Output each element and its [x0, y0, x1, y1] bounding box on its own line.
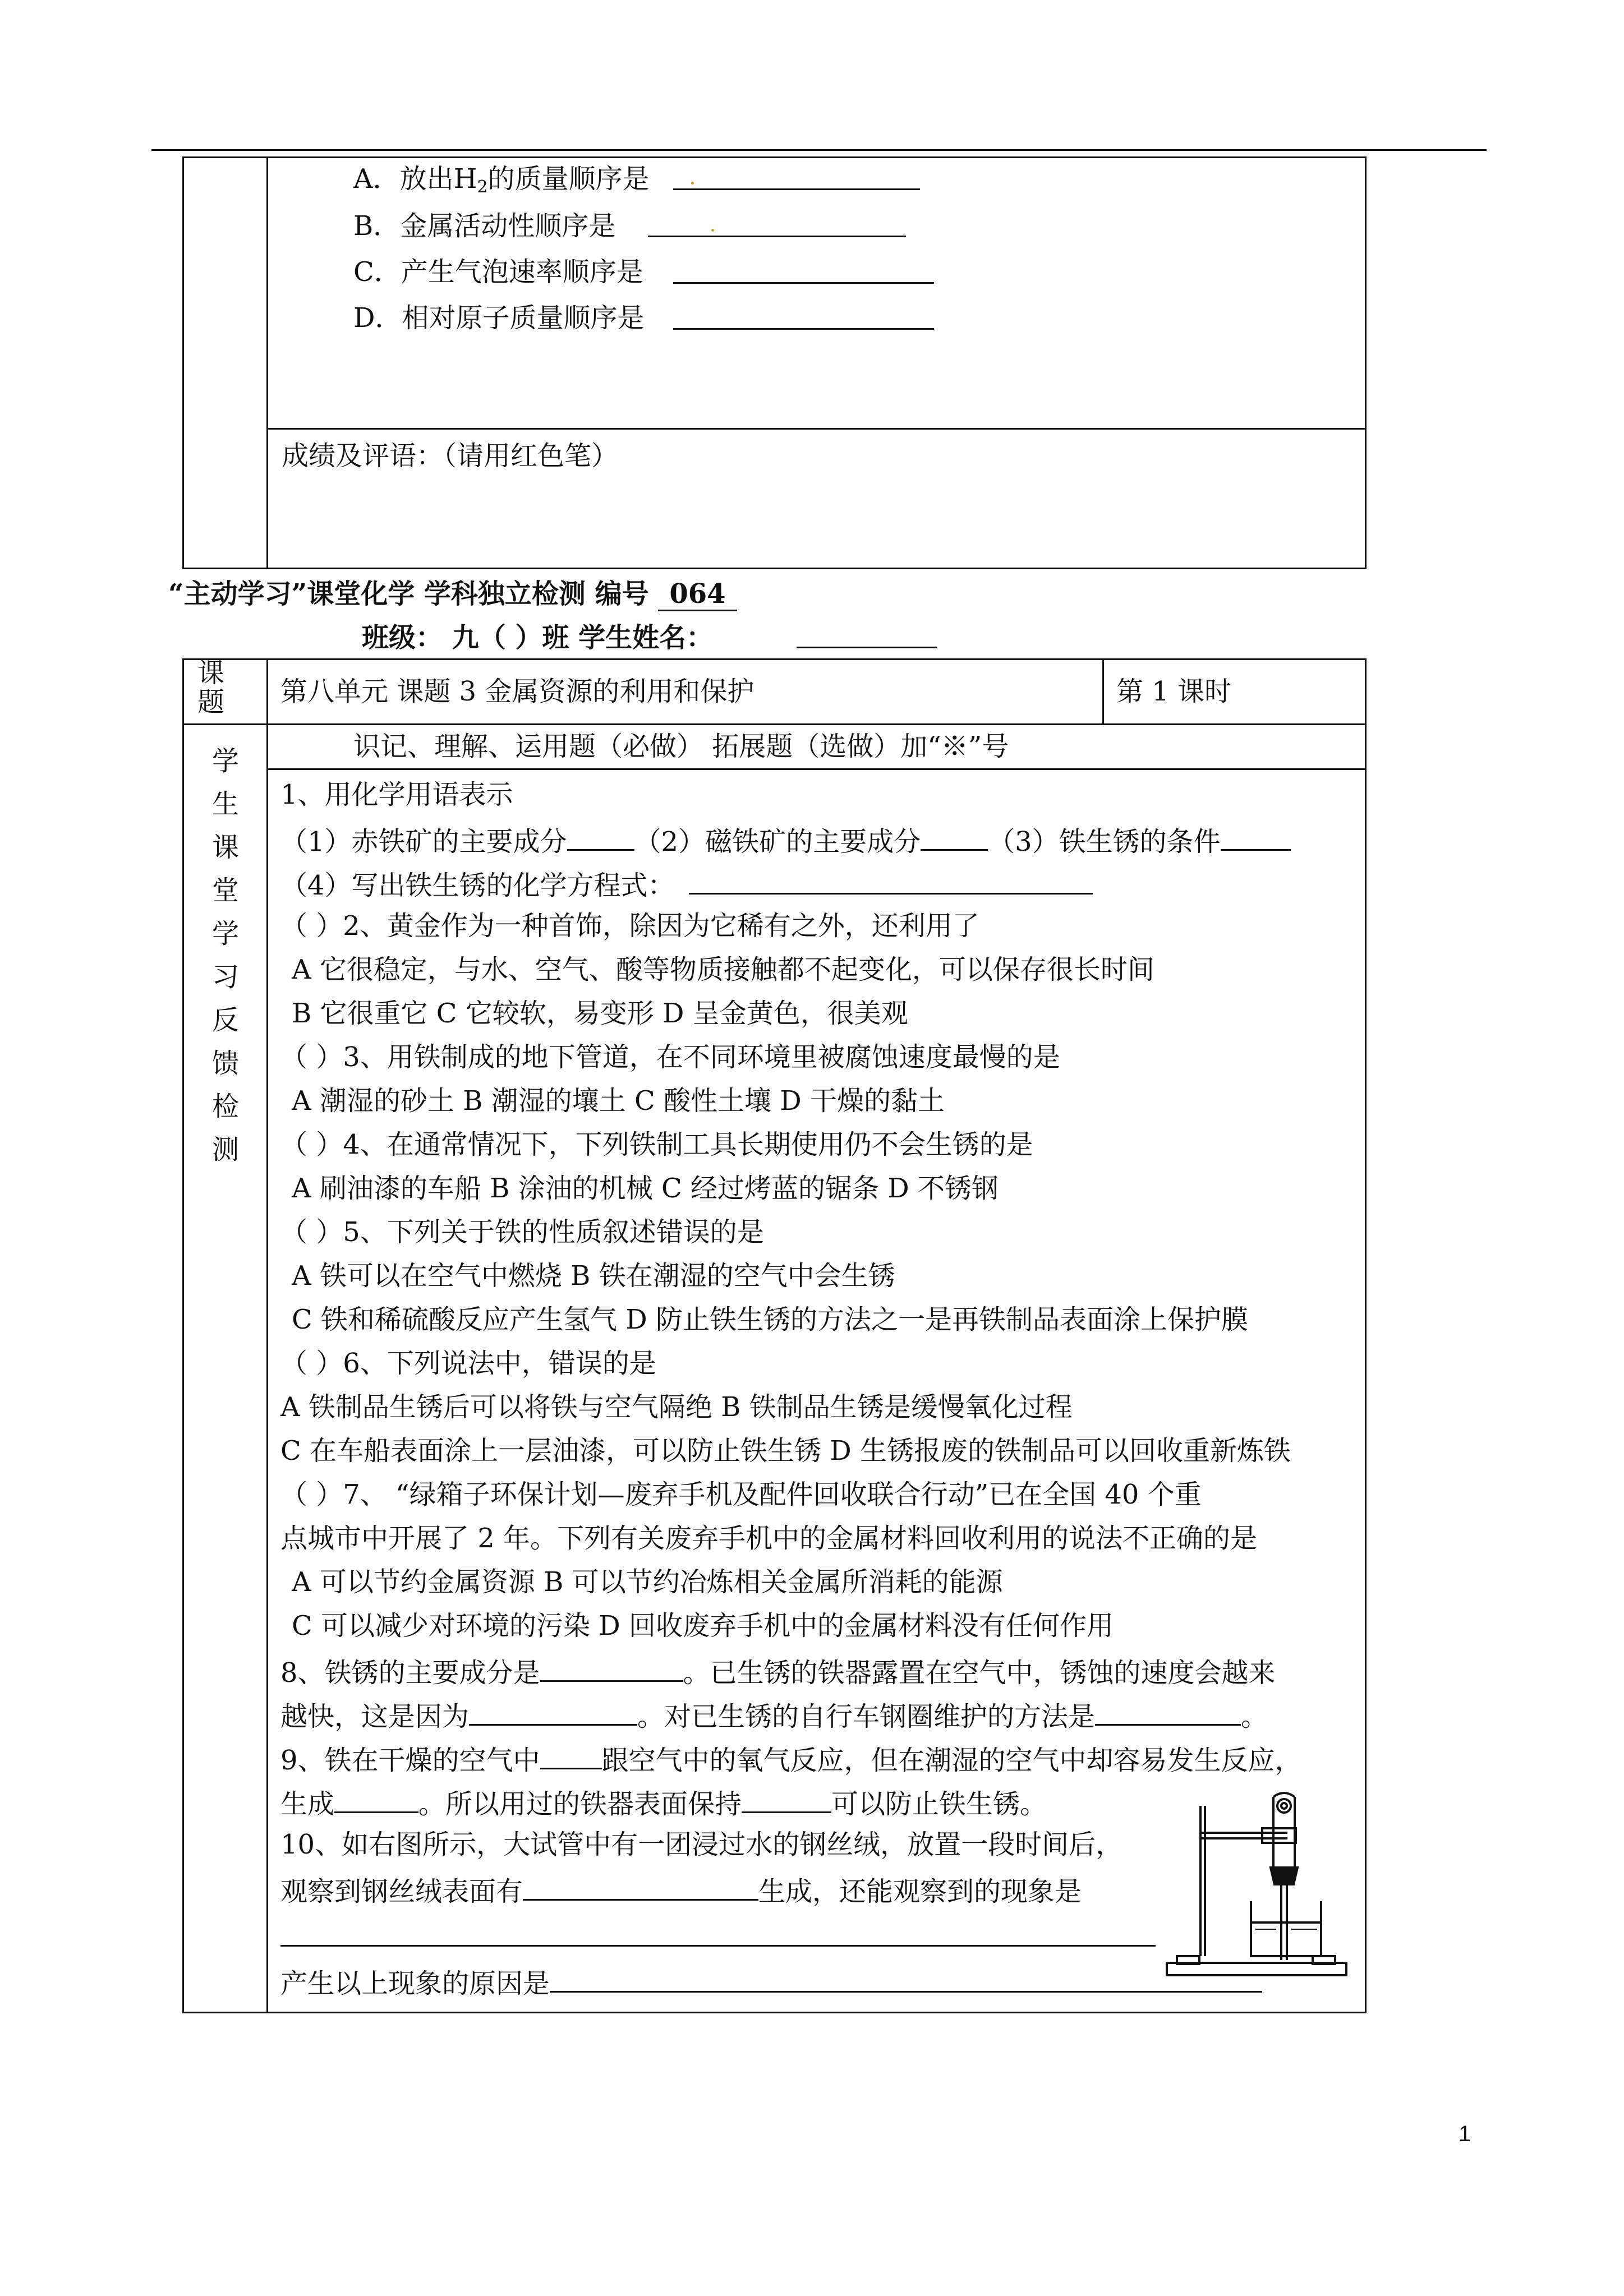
q8-line1: 8、铁锈的主要成分是 。已生锈的铁器露置在空气中，锈蚀的速度会越来 [280, 1653, 1276, 1689]
q2-option-a: A 它很稳定，与水、空气、酸等物质接触都不起变化，可以保存很长时间 [292, 954, 1154, 985]
table-border [182, 2012, 1367, 2013]
table-border [182, 568, 1367, 569]
item-a: A．放出$H_2$的质量顺序是 [353, 163, 650, 197]
side-char: 反 [211, 1004, 239, 1036]
answer-blank[interactable] [689, 866, 1093, 895]
table-border [1365, 658, 1367, 2013]
table-border [182, 723, 1367, 725]
q7-options-ab: A 可以节约金属资源 B 可以节约冶炼相关金属所消耗的能源 [292, 1566, 1003, 1598]
instruction: 识记、理解、运用题（必做） 拓展题（选做）加“※”号 [353, 731, 1009, 762]
answer-blank[interactable] [921, 822, 988, 851]
answer-blank[interactable] [540, 1653, 683, 1682]
class-line: 班级： 九（ ）班 学生姓名： [362, 622, 714, 653]
q10-line4: 产生以上现象的原因是 [280, 1964, 1262, 2000]
q5-options-ab: A 铁可以在空气中燃烧 B 铁在潮湿的空气中会生锈 [292, 1260, 895, 1292]
q7: （ ）7、 “绿箱子环保计划—废弃手机及配件回收联合行动”已在全国 40 个重 [280, 1479, 1202, 1510]
table-border [1365, 156, 1367, 569]
side-char: 检 [211, 1091, 239, 1122]
lesson-period: 第 1 课时 [1116, 676, 1232, 707]
answer-blank[interactable] [1221, 822, 1291, 851]
table-border [266, 768, 1367, 770]
q2-option-b: B 它很重它 C 它较软，易变形 D 呈金黄色，很美观 [292, 998, 908, 1029]
side-char: 课 [211, 832, 239, 863]
table-border [266, 428, 1367, 430]
side-char: 馈 [211, 1048, 239, 1079]
table-border [1102, 658, 1104, 723]
q10-line2: 观察到钢丝绒表面有 生成，还能观察到的现象是 [280, 1872, 1082, 1908]
q9-line2: 生成 。所以用过的铁器表面保持 可以防止铁生锈。 [280, 1785, 1047, 1820]
answer-blank[interactable] [567, 822, 634, 851]
table-border [266, 658, 268, 2013]
table-border [266, 156, 268, 569]
name-blank[interactable] [797, 647, 937, 648]
q3: （ ）3、用铁制成的地下管道，在不同环境里被腐蚀速度最慢的是 [280, 1041, 1060, 1073]
mark-dot [691, 182, 694, 185]
answer-blank[interactable] [550, 1964, 1262, 1993]
q10-line1: 10、如右图所示，大试管中有一团浸过水的钢丝绒，放置一段时间后， [280, 1829, 1123, 1860]
worksheet-number: 064 [658, 578, 737, 611]
item-d: D．相对原子质量顺序是 [353, 302, 645, 334]
answer-blank[interactable] [334, 1785, 418, 1813]
q6-options-cd: C 在车船表面涂上一层油漆，可以防止铁生锈 D 生锈报废的铁制品可以回收重新炼铁 [280, 1435, 1291, 1467]
answer-blank[interactable] [523, 1872, 758, 1901]
q4-options: A 刷油漆的车船 B 涂油的机械 C 经过烤蓝的锯条 D 不锈钢 [292, 1173, 999, 1204]
answer-blank[interactable] [673, 282, 934, 284]
table-border [182, 156, 184, 569]
q4: （ ）4、在通常情况下，下列铁制工具长期使用仍不会生锈的是 [280, 1129, 1033, 1160]
table-border [182, 156, 1367, 158]
header-rule [151, 149, 1487, 151]
side-char: 习 [211, 961, 239, 993]
side-char: 堂 [211, 875, 239, 906]
grade-comment: 成绩及评语：（请用红色笔） [282, 440, 619, 472]
table-border [182, 658, 184, 2013]
q5: （ ）5、下列关于铁的性质叙述错误的是 [280, 1216, 764, 1248]
mark-dot [711, 229, 714, 232]
q6-options-ab: A 铁制品生锈后可以将铁与空气隔绝 B 铁制品生锈是缓慢氧化过程 [280, 1391, 1073, 1423]
q8-line2: 越快，这是因为 。对已生锈的自行车钢圈维护的方法是 。 [280, 1697, 1268, 1733]
q7-options-cd: C 可以减少对环境的污染 D 回收废弃手机中的金属材料没有任何作用 [292, 1610, 1114, 1642]
q6: （ ）6、下列说法中，错误的是 [280, 1348, 656, 1379]
lesson-topic: 第八单元 课题 3 金属资源的利用和保护 [280, 676, 755, 707]
side-char: 生 [211, 789, 239, 820]
test-tube-apparatus-figure [1161, 1789, 1352, 1991]
q2: （ ）2、黄金作为一种首饰，除因为它稀有之外，还利用了 [280, 910, 979, 942]
q1-line1: （1）赤铁矿的主要成分 （2）磁铁矿的主要成分 （3）铁生锈的条件 [280, 822, 1291, 858]
page-number: 1 [1459, 2122, 1471, 2146]
item-b: B．金属活动性顺序是 [353, 210, 616, 242]
answer-blank[interactable] [742, 1785, 831, 1813]
answer-blank[interactable] [673, 188, 920, 190]
side-label [197, 739, 254, 1171]
topic-label: 课题 [197, 657, 227, 718]
side-char: 学 [211, 745, 239, 777]
q3-options: A 潮湿的砂土 B 潮湿的壤土 C 酸性土壤 D 干燥的黏土 [292, 1085, 945, 1117]
side-char: 测 [211, 1134, 239, 1165]
table-border [182, 658, 1367, 660]
side-char: 学 [211, 918, 239, 949]
q9-line1: 9、铁在干燥的空气中 跟空气中的氧气反应，但在潮湿的空气中却容易发生反应， [280, 1741, 1302, 1777]
answer-blank[interactable] [1095, 1697, 1241, 1726]
answer-blank[interactable] [280, 1945, 1156, 1947]
q7-continued: 点城市中开展了 2 年。下列有关废弃手机中的金属材料回收利用的说法不正确的是 [280, 1523, 1258, 1554]
q5-options-cd: C 铁和稀硫酸反应产生氢气 D 防止铁生锈的方法之一是再铁制品表面涂上保护膜 [292, 1304, 1248, 1335]
q1-line2: （4）写出铁生锈的化学方程式： [280, 866, 1093, 902]
q1-title: 1、用化学用语表示 [280, 779, 513, 810]
answer-blank[interactable] [469, 1697, 637, 1726]
answer-blank[interactable] [673, 328, 934, 330]
item-c: C．产生气泡速率顺序是 [353, 256, 643, 288]
answer-blank[interactable] [540, 1741, 602, 1769]
worksheet-title: “主动学习”课堂化学 学科独立检测 编号 064 [168, 578, 737, 610]
answer-blank[interactable] [648, 236, 906, 237]
